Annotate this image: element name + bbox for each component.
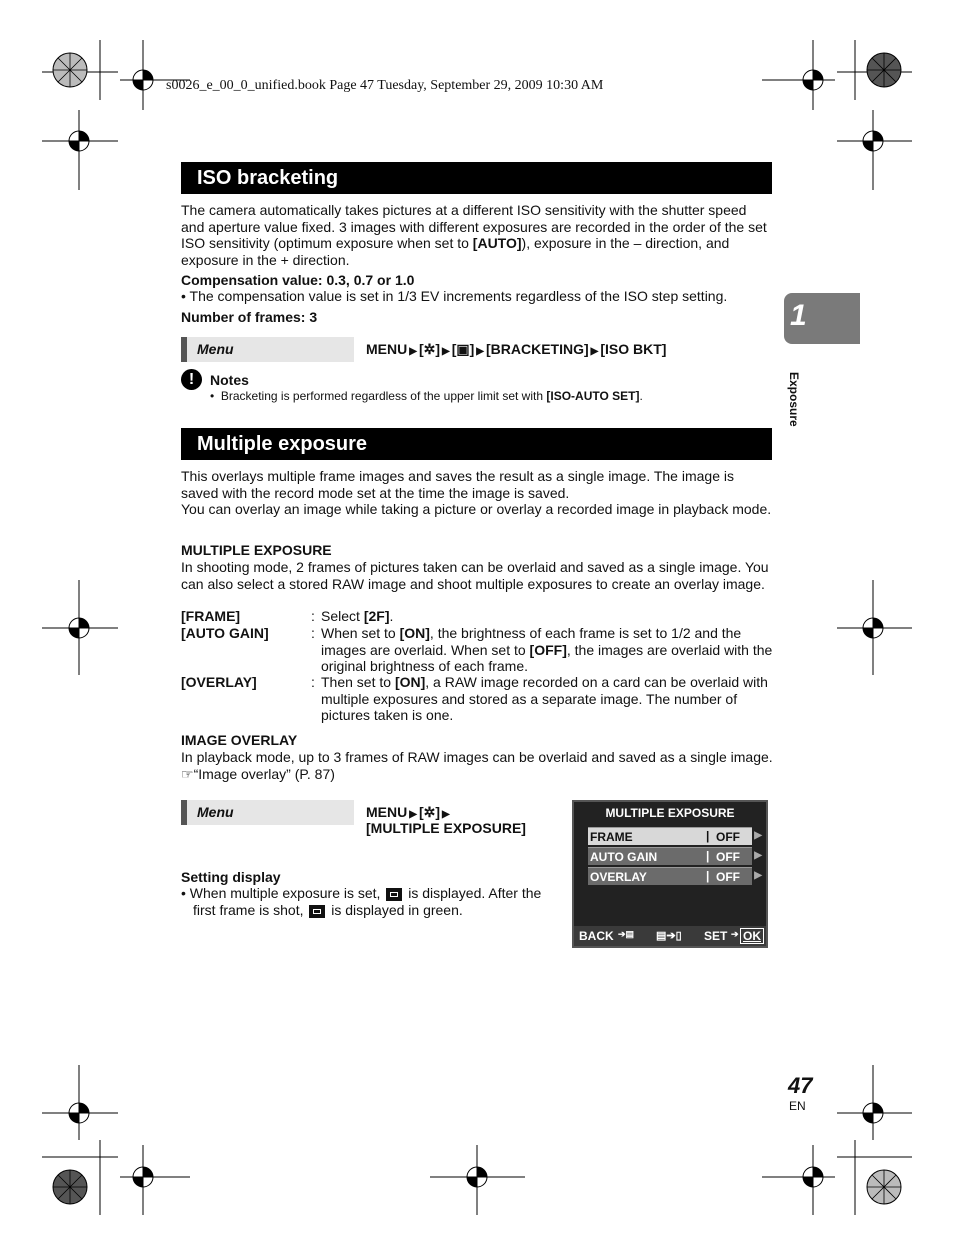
language-code: EN	[789, 1099, 806, 1113]
image-overlay-body: In playback mode, up to 3 frames of RAW images can be overlaid and saved as a single image.	[181, 749, 773, 765]
arrow-icon: ➔	[731, 929, 739, 939]
def-term: [AUTO GAIN]	[181, 625, 269, 641]
lcd-ok-button[interactable]: OK	[740, 928, 764, 944]
def-colon: :	[311, 608, 315, 624]
def-colon: :	[311, 625, 315, 641]
def-desc	[321, 608, 773, 625]
multiple-exposure-intro-1: This overlays multiple frame images and saves the result as a single image. The image is saved with the record mode set at the time the image is saved.	[181, 468, 734, 501]
lcd-separator: |	[706, 869, 710, 883]
menu-label-box: Menu	[181, 337, 354, 362]
lcd-back-label: BACK	[579, 929, 614, 943]
menu-word: MENU	[366, 341, 408, 357]
me-subheading: MULTIPLE EXPOSURE	[181, 542, 332, 558]
bracket-close: ]	[435, 341, 441, 357]
reference-icon: ☞	[181, 765, 194, 782]
compensation-bullet: • The compensation value is set in 1/3 EV increments regardless of the ISO step setting.	[181, 288, 728, 304]
def-colon: :	[311, 674, 315, 690]
lcd-set-label: SET	[704, 929, 728, 943]
multiple-exposure-intro-2: You can overlay an image while taking a picture or overlay a recorded image in playback mode.	[181, 501, 772, 517]
lcd-footer	[574, 926, 766, 946]
notes-body: Bracketing is performed regardless of the upper limit set with	[220, 389, 547, 403]
setting-text: first frame is shot,	[193, 902, 304, 918]
lcd-separator: |	[706, 829, 710, 843]
notes-period: .	[639, 389, 643, 403]
me-menu-path	[366, 804, 452, 821]
me-description: In shooting mode, 2 frames of pictures taken can be overlaid and saved as a single image. You can also select a stored RAW image and shoot multiple exposures to create an overlay image.	[181, 559, 769, 592]
menu-label-box: Menu	[181, 800, 354, 825]
page-number: 47	[788, 1073, 813, 1098]
multiple-exposure-icon	[309, 905, 325, 918]
frames-heading: Number of frames: 3	[181, 309, 318, 325]
def-term: [FRAME]	[181, 608, 241, 624]
lcd-title: MULTIPLE EXPOSURE	[605, 806, 735, 820]
def-overlay	[181, 674, 773, 724]
lcd-row-value: OFF	[716, 830, 740, 844]
camera-lcd-screen	[572, 800, 768, 948]
def-frame	[181, 608, 773, 625]
setting-text: is displayed. After the	[408, 885, 542, 901]
lcd-row-overlay[interactable]	[588, 867, 762, 885]
def-bold: [2F]	[363, 608, 390, 624]
notes-text	[210, 389, 643, 403]
def-term: [OVERLAY]	[181, 674, 257, 690]
exposure-menu-icon: ▣	[456, 341, 470, 357]
arrow-right-icon: ▶	[476, 346, 484, 357]
setting-text: • When multiple exposure is set,	[181, 885, 381, 901]
multiple-exposure-heading: Multiple exposure	[181, 428, 772, 460]
setting-text: is displayed in green.	[331, 902, 463, 918]
lcd-row-label: FRAME	[590, 830, 633, 844]
image-overlay-text	[181, 749, 773, 782]
def-auto-gain	[181, 625, 773, 675]
menu-word: MENU	[366, 804, 408, 820]
def-bold: [OFF]	[529, 641, 567, 658]
chapter-label: Exposure	[787, 372, 801, 427]
def-text: , the images are overlaid with the original brightness of each frame.	[321, 641, 773, 674]
compensation-heading: Compensation value: 0.3, 0.7 or 1.0	[181, 272, 415, 288]
def-text: Select	[321, 608, 364, 624]
lcd-row-label: AUTO GAIN	[590, 850, 658, 864]
iso-intro-auto: [AUTO]	[472, 235, 522, 251]
notes-iso-auto-set: [ISO-AUTO SET]	[546, 389, 640, 403]
def-desc	[321, 674, 773, 724]
lcd-row-label: OVERLAY	[590, 870, 647, 884]
def-bold: [ON]	[399, 625, 430, 641]
bracket-open: [	[451, 341, 457, 357]
iso-intro-text: The camera automatically takes pictures at a different ISO sensitivity with the shutter speed and aperture value fixed. 3 images with different exposures are recorded in the order of the set ISO sensitivity (optimum exposure when set to	[181, 202, 767, 251]
bracket-close: ]	[469, 341, 475, 357]
lcd-row-value: OFF	[716, 850, 740, 864]
def-bold: [ON]	[394, 674, 426, 690]
chevron-right-icon: ▶	[754, 870, 762, 881]
iso-intro-text-end: ), exposure in the – direction, and exposure in the + direction.	[181, 235, 730, 268]
arrow-right-icon: ▶	[442, 346, 450, 357]
chevron-right-icon: ▶	[754, 850, 762, 861]
menu-button-icon: ➔▤	[618, 929, 635, 939]
bracket-open: [	[418, 804, 424, 820]
lcd-separator: |	[706, 849, 710, 863]
book-file-header: s0026_e_00_0_unified.book Page 47 Tuesday, September 29, 2009 10:30 AM	[166, 78, 604, 93]
lcd-row-frame[interactable]	[588, 827, 762, 845]
notes-bullet: •	[210, 389, 221, 403]
image-overlay-subheading: IMAGE OVERLAY	[181, 732, 298, 748]
def-text: , the brightness of each frame is set to 1/2 and the images are overlaid. When set to	[321, 625, 742, 658]
lcd-row-auto-gain[interactable]	[588, 847, 762, 865]
menu-iso-bkt: [ISO BKT]	[600, 341, 667, 357]
setting-display-line-1	[181, 885, 561, 902]
custom-menu-icon: ✲	[423, 341, 436, 357]
def-text: When set to	[321, 625, 400, 641]
chapter-tab: 1	[784, 293, 860, 344]
lcd-row-value: OFF	[716, 870, 740, 884]
def-text: , a RAW image recorded on a card can be overlaid with multiple exposures and stored as a separate image. The number of pictures taken is one.	[321, 674, 768, 723]
multiple-exposure-icon	[386, 888, 402, 901]
image-overlay-ref: “Image overlay” (P. 87)	[193, 765, 335, 782]
menu-multiple-exposure: [MULTIPLE EXPOSURE]	[366, 820, 526, 836]
setting-display-line-2	[193, 902, 563, 919]
custom-menu-2-icon: ✲	[423, 804, 436, 820]
chevron-right-icon: ▶	[754, 830, 762, 841]
arrow-right-icon: ▶	[409, 346, 417, 357]
bracket-close: ]	[435, 804, 441, 820]
arrow-right-icon: ▶	[442, 809, 450, 820]
def-desc	[321, 625, 773, 675]
menu-bracketing: [BRACKETING]	[486, 341, 589, 357]
def-text: .	[389, 608, 394, 624]
notes-title: Notes	[210, 372, 249, 388]
select-arrows-icon: ▤➔▯	[656, 930, 682, 942]
bracket-open: [	[418, 341, 424, 357]
arrow-right-icon: ▶	[409, 809, 417, 820]
setting-display-heading: Setting display	[181, 869, 281, 885]
notes-warning-icon: !	[181, 369, 202, 390]
iso-menu-path	[366, 341, 666, 358]
iso-bracketing-heading: ISO bracketing	[181, 162, 772, 194]
def-text: Then set to	[321, 674, 395, 690]
arrow-right-icon: ▶	[590, 346, 599, 357]
iso-bracketing-intro	[181, 202, 773, 268]
